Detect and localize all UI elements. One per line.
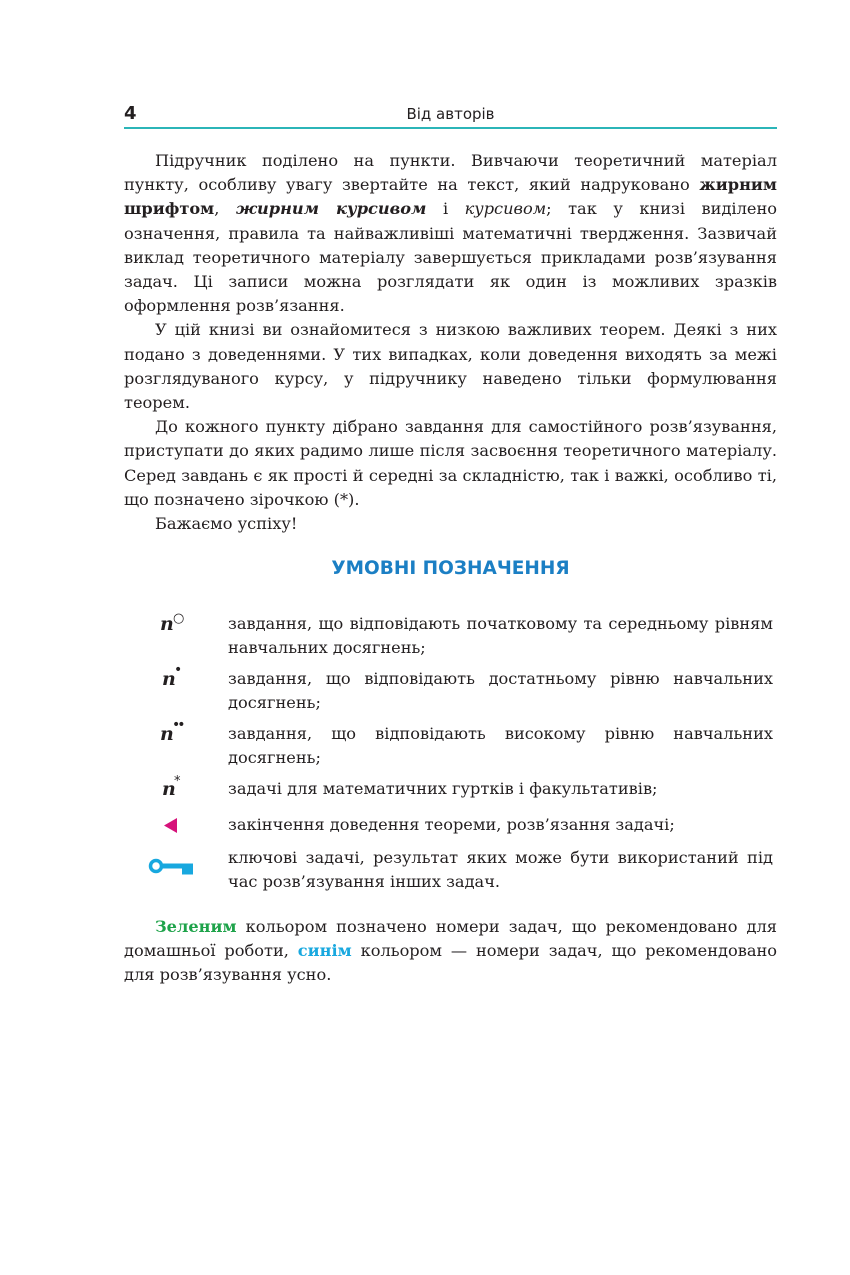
text-run: і [426,199,465,219]
intro-paragraph-1 [124,149,777,318]
text-run: кольором позначено номери задач, що рекомендовано для домашньої роботи, [124,917,777,961]
green-word: Зеленим [155,917,237,936]
n-letter: n [162,778,176,800]
star-superscript: * [174,774,181,789]
n-star-symbol [124,774,214,807]
bold-run: жирним шрифтом [124,175,777,219]
text-run: Підручник поділено на пункти. Вивчаючи теоретичний матеріал пункту, особливу увагу звертайте на текст, який надруковано [124,151,777,195]
key-icon [148,854,198,878]
blue-word: синім [297,941,352,961]
legend-heading: УМОВНІ ПОЗНАЧЕННЯ [331,558,570,579]
color-note-paragraph [124,915,777,988]
dot-superscript: • [174,662,183,678]
triangle-icon [162,816,182,836]
legend-desc: завдання, що відповідають достатньому рівню навчальних досягнень; [228,669,773,713]
n-double-dot-symbol [124,717,214,752]
n-letter: n [162,668,176,690]
text-run: кольором — номери задач, що рекомендовано для розв’язування усно. [124,941,777,985]
intro-text [124,149,777,536]
n-dot-symbol [124,662,214,697]
intro-paragraph-4: Бажаємо успіху! [155,514,298,534]
n-letter: n [160,613,174,635]
circle-superscript: ○ [173,611,185,626]
intro-paragraph-2: У цій книзі ви ознайомитеся з низкою важливих теорем. Деякі з них подано з доведеннями. У тих випадках, коли доведення виходять за межі розглядуваного курсу, у підручнику наведено тільки формулювання теорем. [124,320,777,413]
page-number: 4 [124,103,137,124]
legend-desc: завдання, що відповідають високому рівню навчальних досягнень; [228,724,773,768]
bold-italic-run: жирним курсивом [235,199,427,219]
italic-run: курсивом [464,199,547,219]
page-header [124,101,777,129]
legend-desc: закінчення доведення теореми, розв’язання задачі; [228,815,675,834]
n-circle-symbol [124,612,214,642]
double-dot-superscript: •• [172,717,183,733]
legend-symbol [124,846,214,876]
legend-symbol [124,813,214,843]
color-note [124,915,777,988]
text-run: , [214,199,236,219]
legend-desc: ключові задачі, результат яких може бути використаний під час розв’язування інших задач. [228,848,773,892]
running-title: Від авторів [406,105,495,123]
legend-desc: задачі для математичних гуртків і факультативів; [228,779,658,798]
n-letter: n [160,723,174,745]
text-run: ; так у книзі виділено означення, правила та найважливіші математичні твердження. Зазвичай виклад теоретичного матеріалу завершується прикладами розв’язування задач. Ці записи можна розглядати як один із можливих зразків оформлення розв’язання. [124,199,777,316]
intro-paragraph-3: До кожного пункту дібрано завдання для самостійного розв’язування, приступати до яких радимо лише після засвоєння теоретичного матеріалу. Серед завдань є як прості й середні за складністю, так і важкі, особливо ті, що позначено зірочкою (*). [124,417,777,509]
legend-desc: завдання, що відповідають початковому та середньому рівням навчальних досягнень; [228,614,773,658]
